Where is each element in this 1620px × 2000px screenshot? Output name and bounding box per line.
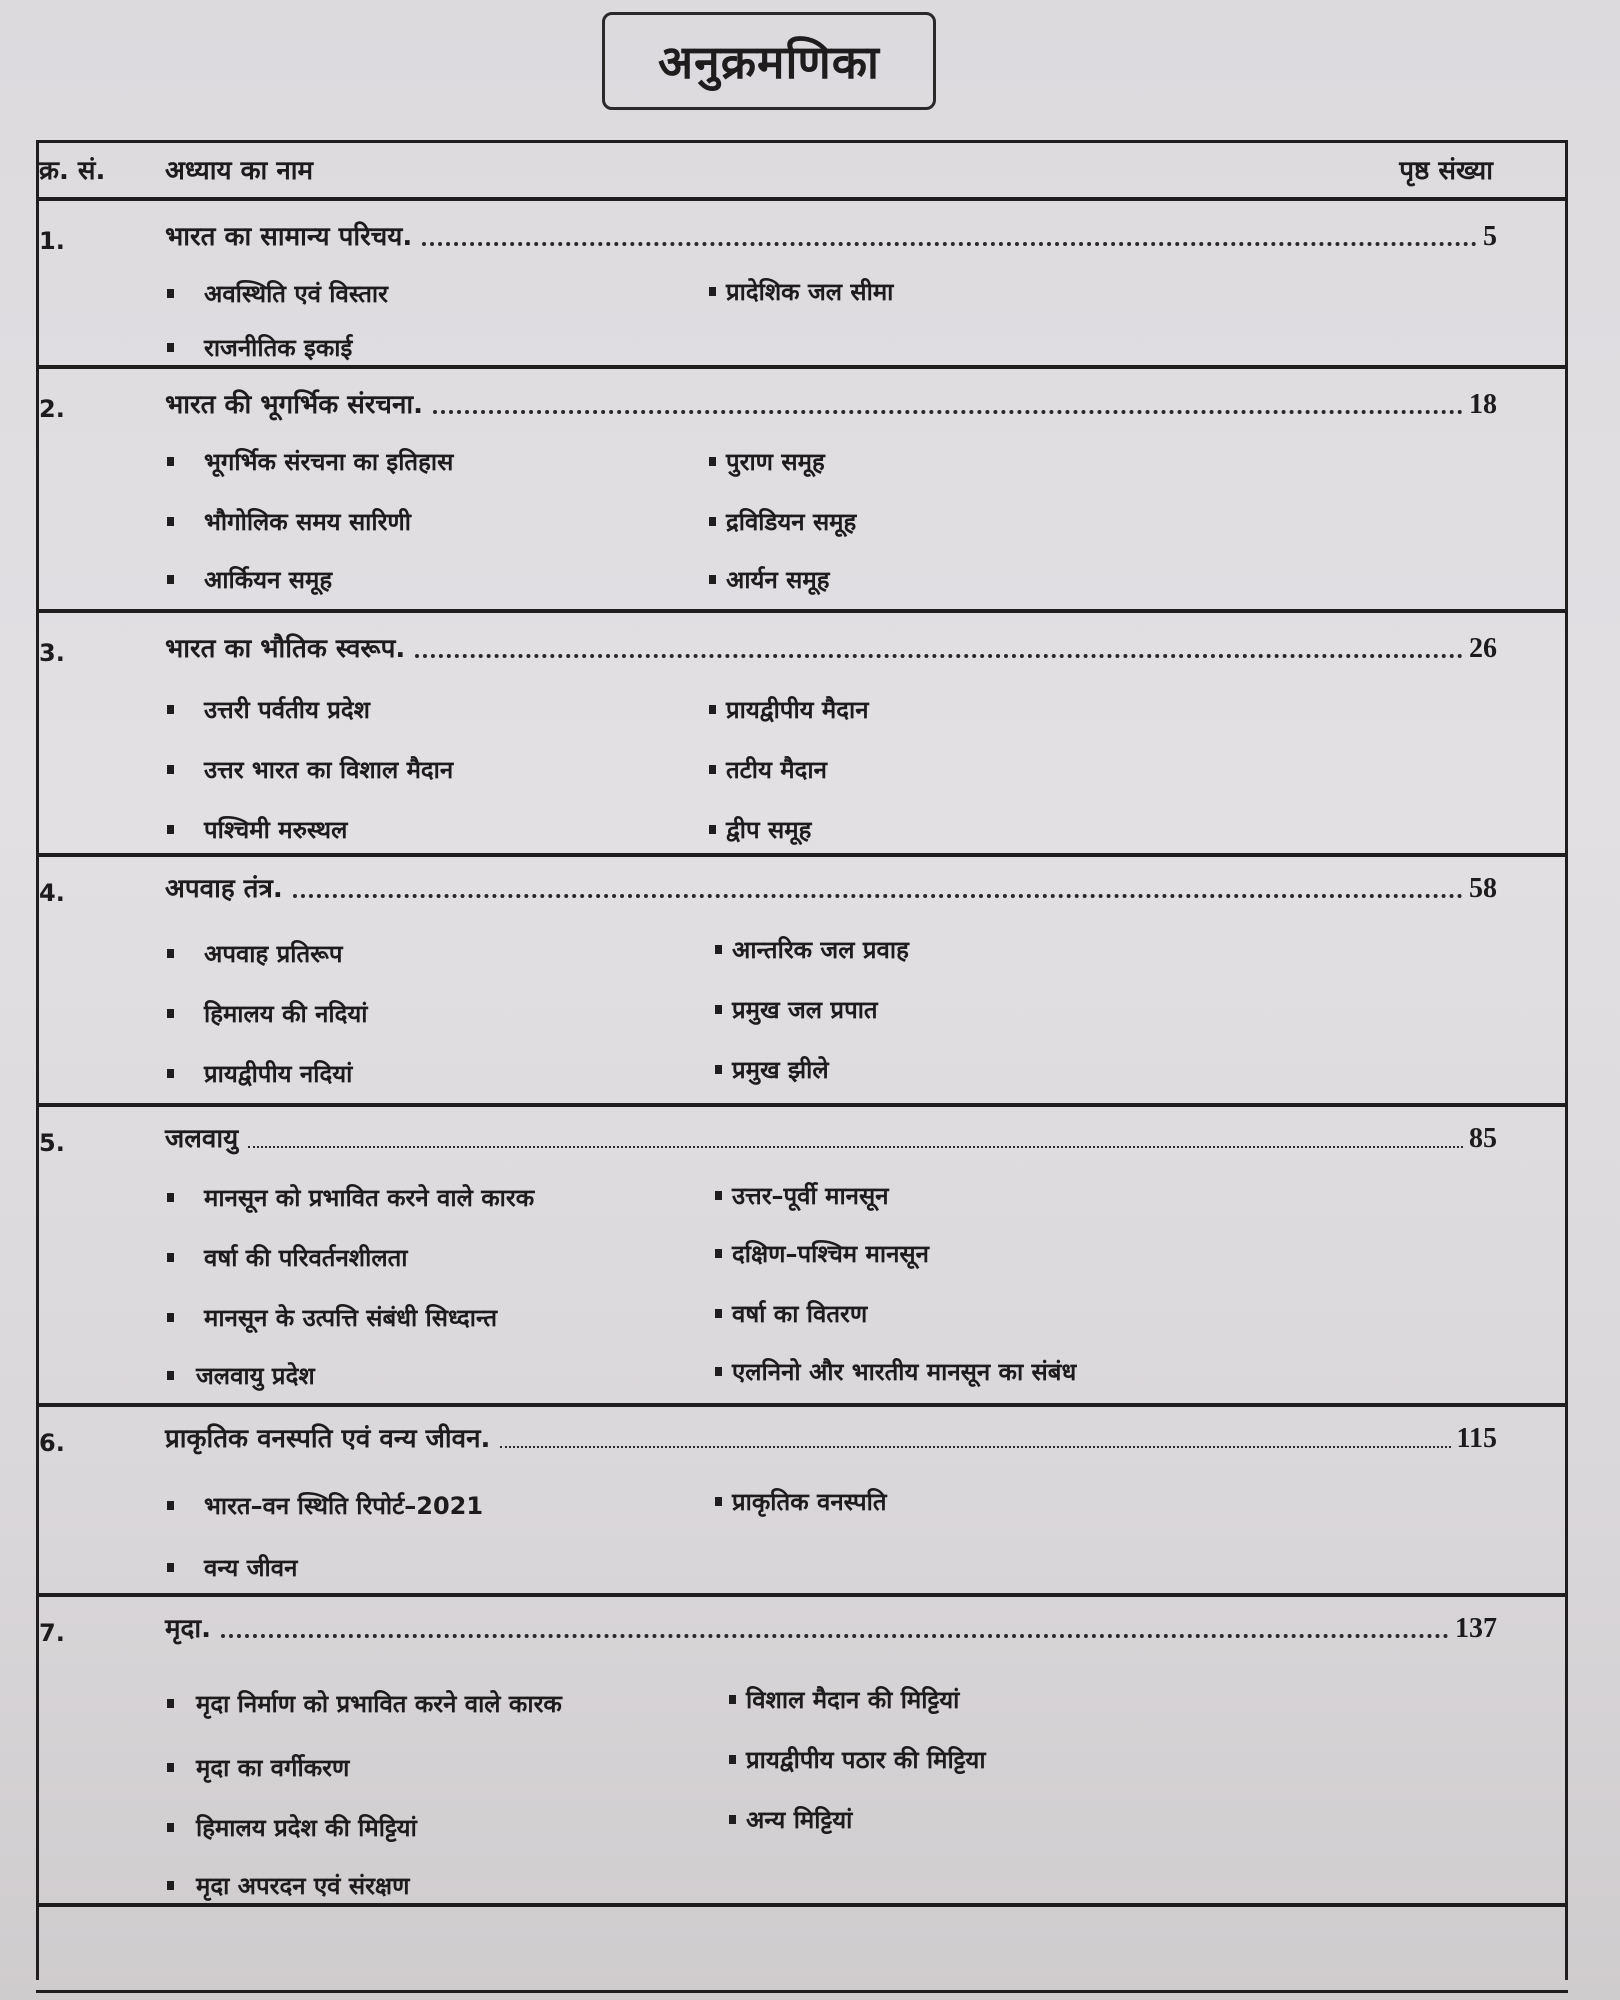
chapter-page: 5 xyxy=(1483,221,1497,252)
topic-item: द्वीप समूह xyxy=(709,813,811,846)
topic-item: प्राकृतिक वनस्पति xyxy=(715,1485,887,1518)
header-serial: क्र. सं. xyxy=(39,156,106,186)
topic-item: मृदा निर्माण को प्रभावित करने वाले कारक xyxy=(167,1687,562,1720)
chapter-row xyxy=(39,1107,1565,1407)
chapter-row xyxy=(39,369,1565,613)
bullet-icon xyxy=(167,1253,174,1262)
topic-item: जलवायु प्रदेश xyxy=(167,1359,315,1392)
bullet-icon xyxy=(715,1249,722,1258)
header-chapter: अध्याय का नाम xyxy=(165,156,314,186)
bullet-icon xyxy=(167,457,174,466)
topic-item: भूगर्भिक संरचना का इतिहास xyxy=(167,445,453,478)
topic-item: द्रविडियन समूह xyxy=(709,505,856,538)
topic-item: वर्षा की परिवर्तनशीलता xyxy=(167,1241,408,1274)
chapter-page: 58 xyxy=(1469,873,1497,904)
bullet-icon xyxy=(715,1367,722,1376)
chapter-title: अपवाह तंत्र. xyxy=(165,874,283,904)
chapter-number: 3. xyxy=(39,639,65,667)
bullet-icon xyxy=(167,1069,174,1078)
topic-item: अन्य मिट्टियां xyxy=(729,1803,852,1836)
topic-item: प्रायद्वीपीय मैदान xyxy=(709,693,869,726)
bullet-icon xyxy=(715,1005,722,1014)
chapter-title: भारत की भूगर्भिक संरचना. xyxy=(165,390,423,420)
chapter-heading[interactable] xyxy=(165,1419,1505,1455)
topic-item: विशाल मैदान की मिट्टियां xyxy=(729,1683,959,1716)
bullet-icon xyxy=(709,705,716,714)
topic-item: भारत–वन स्थिति रिपोर्ट–2021 xyxy=(167,1489,483,1522)
topic-item: प्रायद्वीपीय पठार की मिट्टिया xyxy=(729,1743,986,1776)
chapter-heading[interactable] xyxy=(165,217,1505,253)
topic-item: मानसून के उत्पत्ति संबंधी सिध्दान्त xyxy=(167,1301,497,1334)
leader-dots xyxy=(422,242,1477,246)
bullet-icon xyxy=(167,825,174,834)
bullet-icon xyxy=(715,945,722,954)
bullet-icon xyxy=(167,705,174,714)
topic-item: राजनीतिक इकाई xyxy=(167,331,352,364)
chapter-row xyxy=(39,1407,1565,1597)
topic-item: मृदा अपरदन एवं संरक्षण xyxy=(167,1869,409,1902)
bullet-icon xyxy=(167,1699,174,1708)
topic-item: हिमालय की नदियां xyxy=(167,997,368,1030)
topic-item: दक्षिण–पश्चिम मानसून xyxy=(715,1237,929,1270)
chapter-page: 26 xyxy=(1469,633,1497,664)
bullet-icon xyxy=(167,1563,174,1572)
chapter-heading[interactable] xyxy=(165,1609,1505,1645)
bullet-icon xyxy=(167,1313,174,1322)
chapter-heading[interactable] xyxy=(165,1119,1505,1155)
chapter-title: भारत का सामान्य परिचय. xyxy=(165,222,413,252)
topic-item: अपवाह प्रतिरूप xyxy=(167,937,342,970)
topic-item: प्रायद्वीपीय नदियां xyxy=(167,1057,352,1090)
bullet-icon xyxy=(709,825,716,834)
topic-item: पुराण समूह xyxy=(709,445,825,478)
bullet-icon xyxy=(729,1815,736,1824)
leader-dots xyxy=(293,894,1463,898)
topic-item: प्रमुख जल प्रपात xyxy=(715,993,878,1026)
bullet-icon xyxy=(709,765,716,774)
topic-item: मानसून को प्रभावित करने वाले कारक xyxy=(167,1181,534,1214)
topic-item: हिमालय प्रदेश की मिट्टियां xyxy=(167,1811,417,1844)
chapter-page: 137 xyxy=(1455,1613,1497,1644)
chapter-row xyxy=(39,857,1565,1107)
contents-table xyxy=(36,140,1568,1980)
topic-item: वर्षा का वितरण xyxy=(715,1297,867,1330)
topic-item: उत्तर भारत का विशाल मैदान xyxy=(167,753,453,786)
header-page: पृष्ठ संख्या xyxy=(1399,156,1493,186)
bullet-icon xyxy=(715,1065,722,1074)
bullet-icon xyxy=(709,575,716,584)
bullet-icon xyxy=(167,949,174,958)
topic-item: उत्तर–पूर्वी मानसून xyxy=(715,1179,889,1212)
leader-dots xyxy=(433,410,1463,414)
topic-item: वन्य जीवन xyxy=(167,1551,297,1584)
leader-dots xyxy=(500,1446,1450,1448)
topic-item: भौगोलिक समय सारिणी xyxy=(167,505,411,538)
chapter-title: प्राकृतिक वनस्पति एवं वन्य जीवन. xyxy=(165,1424,491,1454)
bullet-icon xyxy=(167,1371,174,1380)
bullet-icon xyxy=(709,287,716,296)
chapter-row xyxy=(39,1597,1565,1907)
bullet-icon xyxy=(715,1191,722,1200)
bullet-icon xyxy=(167,765,174,774)
table-header xyxy=(39,143,1565,201)
chapter-number: 2. xyxy=(39,395,65,423)
bullet-icon xyxy=(167,575,174,584)
bullet-icon xyxy=(167,1881,174,1890)
bullet-icon xyxy=(167,1823,174,1832)
topic-item: एलनिनो और भारतीय मानसून का संबंध xyxy=(715,1355,1076,1388)
chapter-page: 115 xyxy=(1456,1423,1497,1454)
bullet-icon xyxy=(167,289,174,298)
bullet-icon xyxy=(167,1763,174,1772)
topic-item: पश्चिमी मरुस्थल xyxy=(167,813,347,846)
chapter-heading[interactable] xyxy=(165,869,1505,905)
topic-item: तटीय मैदान xyxy=(709,753,827,786)
topic-item: अवस्थिति एवं विस्तार xyxy=(167,277,388,310)
chapter-page: 18 xyxy=(1469,389,1497,420)
chapter-heading[interactable] xyxy=(165,629,1505,665)
bullet-icon xyxy=(167,517,174,526)
bullet-icon xyxy=(729,1695,736,1704)
chapter-number: 6. xyxy=(39,1429,65,1457)
chapter-number: 5. xyxy=(39,1129,65,1157)
bullet-icon xyxy=(715,1497,722,1506)
chapter-row xyxy=(39,613,1565,857)
leader-dots xyxy=(415,654,1463,658)
chapter-row xyxy=(39,201,1565,369)
chapter-page: 85 xyxy=(1469,1123,1497,1154)
title-box xyxy=(602,12,936,110)
topic-item: मृदा का वर्गीकरण xyxy=(167,1751,349,1784)
topic-item: आन्तरिक जल प्रवाह xyxy=(715,933,909,966)
bullet-icon xyxy=(167,1009,174,1018)
chapter-title: जलवायु xyxy=(165,1124,239,1154)
chapter-number: 4. xyxy=(39,879,65,907)
bullet-icon xyxy=(709,457,716,466)
topic-item: आर्यन समूह xyxy=(709,563,829,596)
leader-dots xyxy=(221,1634,1449,1638)
table-bottom-border xyxy=(36,1990,1568,1993)
bullet-icon xyxy=(167,1501,174,1510)
bullet-icon xyxy=(167,1193,174,1202)
topic-item: प्रमुख झीले xyxy=(715,1053,829,1086)
bullet-icon xyxy=(709,517,716,526)
chapter-title: मृदा. xyxy=(165,1614,211,1644)
chapter-heading[interactable] xyxy=(165,385,1505,421)
leader-dots xyxy=(248,1146,1463,1148)
chapter-number: 1. xyxy=(39,227,65,255)
bullet-icon xyxy=(715,1309,722,1318)
topic-item: आर्कियन समूह xyxy=(167,563,332,596)
page-title: अनुक्रमणिका xyxy=(658,35,880,89)
bullet-icon xyxy=(167,343,174,352)
bullet-icon xyxy=(729,1755,736,1764)
topic-item: प्रादेशिक जल सीमा xyxy=(709,275,893,308)
chapter-number: 7. xyxy=(39,1619,65,1647)
topic-item: उत्तरी पर्वतीय प्रदेश xyxy=(167,693,370,726)
chapter-title: भारत का भौतिक स्वरूप. xyxy=(165,634,406,664)
